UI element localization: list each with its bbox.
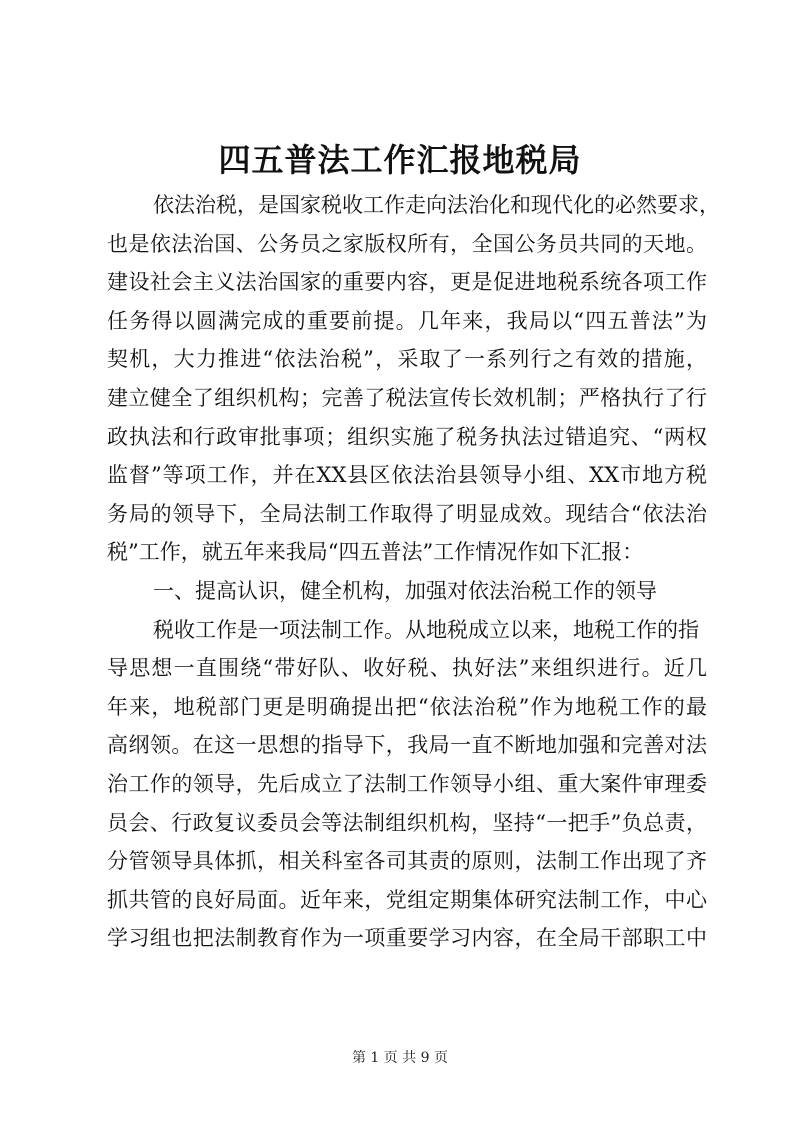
- page-number-footer: 第 1 页 共 9 页: [351, 1050, 449, 1066]
- paragraph-line: 学习组也把法制教育作为一项重要学习内容，在全局干部职工中: [107, 926, 707, 951]
- document-body: [107, 186, 720, 958]
- paragraph-line: 依法治税，是国家税收工作走向法治化和现代化的必然要求，: [153, 193, 720, 217]
- paragraph-line: 税收工作是一项法制工作。从地税成立以来，地税工作的指: [153, 617, 699, 642]
- paragraph-line: 员会、行政复议委员会等法制组织机构，坚持“一把手”负总责，: [107, 810, 707, 835]
- paragraph-line: 建设社会主义法治国家的重要内容，更是促进地税系统各项工作: [107, 270, 707, 295]
- paragraph-line: 高纲领。在这一思想的指导下，我局一直不断地加强和完善对法: [107, 733, 707, 758]
- paragraph-line: 监督”等项工作，并在XX县区依法治县领导小组、XX市地方税: [107, 463, 707, 488]
- paragraph-line: 年来，地税部门更是明确提出把“依法治税”作为地税工作的最: [107, 694, 707, 719]
- paragraph-line: 任务得以圆满完成的重要前提。几年来，我局以“四五普法”为: [107, 308, 707, 333]
- paragraph-line: 建立健全了组织机构；完善了税法宣传长效机制；严格执行了行: [107, 385, 707, 410]
- paragraph-line: 抓共管的良好局面。近年来，党组定期集体研究法制工作，中心: [107, 887, 707, 912]
- paragraph-line: 契机，大力推进“依法治税”，采取了一系列行之有效的措施，: [107, 347, 707, 372]
- paragraph-line: 导思想一直围绕“带好队、收好税、执好法”来组织进行。近几: [107, 656, 707, 681]
- section-heading: 一、提高认识，健全机构，加强对依法治税工作的领导: [153, 578, 657, 603]
- paragraph-line: 也是依法治国、公务员之家版权所有，全国公务员共同的天地。: [107, 231, 707, 256]
- paragraph-line: 分管领导具体抓，相关科室各司其责的原则，法制工作出现了齐: [107, 849, 707, 874]
- document-title: 四五普法工作汇报地税局: [218, 141, 582, 179]
- paragraph-line: 税”工作，就五年来我局“四五普法”工作情况作如下汇报：: [107, 540, 644, 565]
- paragraph-line: 治工作的领导，先后成立了法制工作领导小组、重大案件审理委: [107, 771, 707, 796]
- paragraph-line: 务局的领导下，全局法制工作取得了明显成效。现结合“依法治: [107, 501, 707, 526]
- paragraph-line: 政执法和行政审批事项；组织实施了税务执法过错追究、“两权: [107, 424, 707, 449]
